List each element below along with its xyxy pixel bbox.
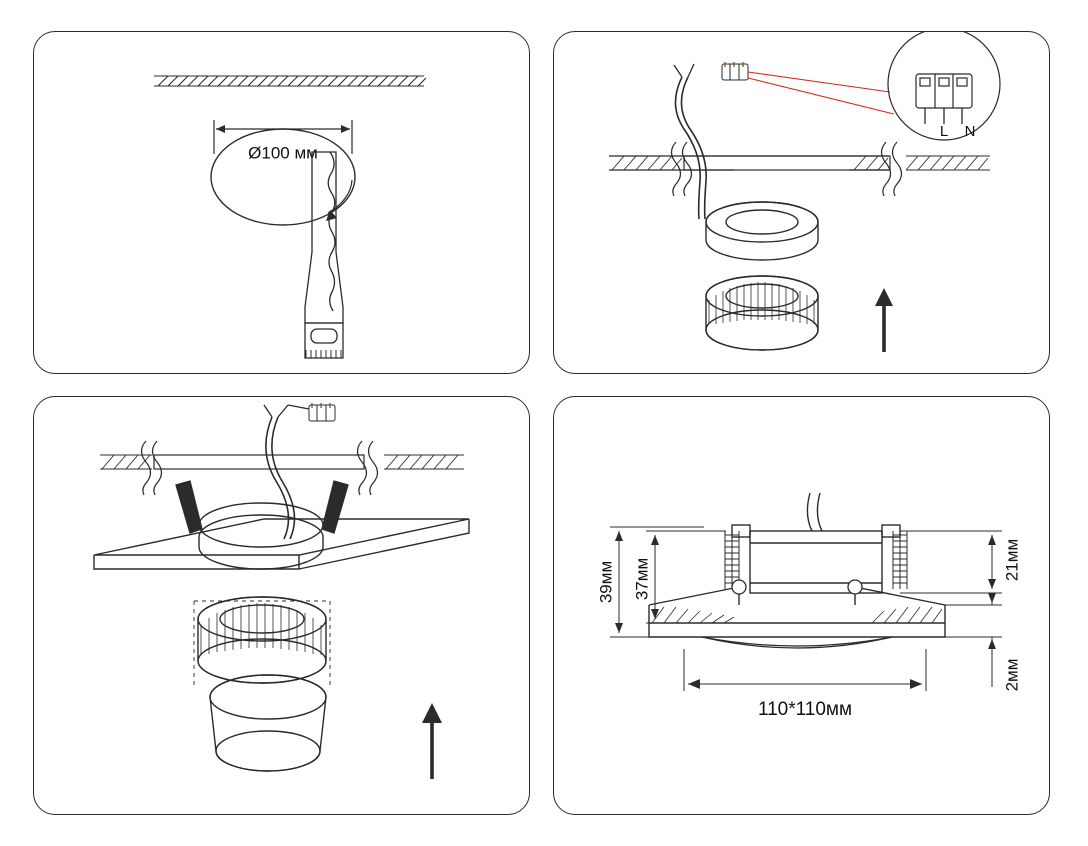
fixture-ring-knurl bbox=[201, 603, 321, 655]
trim-flange-section bbox=[649, 587, 945, 637]
power-cable bbox=[266, 417, 295, 539]
wire-ends bbox=[674, 64, 694, 77]
ceiling-hatch-left bbox=[612, 156, 682, 170]
pivot-left bbox=[732, 580, 746, 594]
dimension-label-2: 2мм bbox=[1002, 658, 1022, 692]
break-symbol-right bbox=[358, 441, 378, 495]
fixture-inner-housing bbox=[732, 525, 900, 593]
ceiling-hatch-far-right bbox=[906, 156, 990, 170]
wire-ends bbox=[264, 405, 309, 417]
terminal-wires bbox=[925, 108, 962, 124]
break-symbol-right bbox=[882, 142, 902, 196]
terminal-block-small bbox=[722, 64, 748, 80]
mounting-spring-right bbox=[322, 481, 348, 533]
ceiling-hatch bbox=[154, 76, 426, 86]
dimension-2 bbox=[945, 593, 1002, 687]
dimension-label-frame: 110*110мм bbox=[757, 699, 853, 721]
callout-leader bbox=[748, 72, 894, 114]
ceiling-slab bbox=[609, 156, 890, 170]
direction-arrow-up bbox=[422, 703, 442, 779]
lens-rim bbox=[702, 637, 892, 648]
fixture-lower-cup bbox=[210, 675, 326, 771]
terminal-block-small bbox=[309, 405, 335, 421]
power-cable bbox=[807, 493, 822, 531]
terminal-label-n: N bbox=[964, 122, 976, 140]
diameter-label: Ø100 мм bbox=[248, 143, 318, 163]
dimension-37 bbox=[646, 531, 726, 623]
dimension-21 bbox=[900, 531, 1002, 593]
panel-step-3 bbox=[33, 396, 530, 815]
square-trim-plate bbox=[94, 519, 469, 569]
break-symbol-left bbox=[142, 441, 162, 495]
dimension-label-39: 39мм bbox=[596, 560, 616, 604]
dimension-label-21: 21мм bbox=[1002, 538, 1022, 582]
terminal-block-detail bbox=[916, 74, 972, 108]
terminal-label-l: L bbox=[939, 122, 949, 140]
pivot-right bbox=[848, 580, 862, 594]
fixture-ring-knurl bbox=[709, 282, 814, 324]
fixture-body bbox=[199, 503, 323, 569]
ceiling-hatch-right bbox=[384, 455, 464, 469]
dimension-frame bbox=[684, 649, 926, 691]
mounting-spring-left bbox=[176, 481, 202, 533]
panel-step-2 bbox=[553, 31, 1050, 374]
panel-step-1 bbox=[33, 31, 530, 374]
power-cable bbox=[675, 77, 706, 219]
panel-step-4 bbox=[553, 396, 1050, 815]
ceiling-hatch-left bbox=[100, 455, 152, 469]
flange-hatch bbox=[652, 607, 942, 623]
mounting-spring-right bbox=[893, 531, 907, 589]
fixture-housing bbox=[706, 202, 818, 260]
direction-arrow-up bbox=[875, 288, 893, 352]
ceiling-slab bbox=[154, 455, 364, 469]
hole-saw-tool bbox=[305, 152, 343, 358]
dimension-label-37: 37мм bbox=[632, 557, 652, 601]
break-symbol-left bbox=[672, 142, 692, 196]
